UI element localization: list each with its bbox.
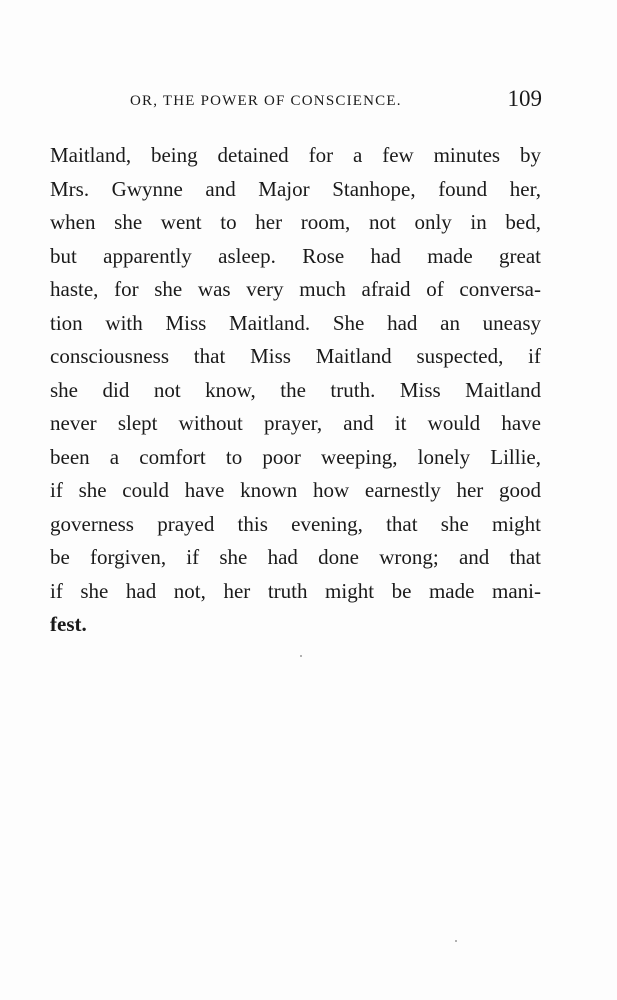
running-header bbox=[130, 86, 542, 114]
text-line-6: tion with Miss Maitland. She had an uneasy bbox=[50, 310, 541, 335]
text-line-9: never slept without prayer, and it would have bbox=[50, 411, 541, 435]
text-line-13: be forgiven, if she had done wrong; and that bbox=[50, 545, 541, 569]
paper-speck bbox=[300, 655, 302, 657]
text-line-4: but apparently asleep. Rose had made great bbox=[50, 243, 541, 268]
text-line-5: haste, for she was very much afraid of conversa- bbox=[50, 277, 541, 301]
page-number: 109 bbox=[507, 86, 542, 111]
text-line-8: she did not know, the truth. Miss Maitland bbox=[50, 377, 541, 402]
text-line-14: if she had not, her truth might be made mani- bbox=[50, 578, 541, 603]
text-line-11: if she could have known how earnestly her good bbox=[50, 478, 541, 502]
body-paragraph bbox=[50, 139, 541, 642]
text-line-7: consciousness that Miss Maitland suspected, if bbox=[50, 344, 541, 368]
paper-speck bbox=[455, 940, 457, 942]
text-line-3: when she went to her room, not only in bed, bbox=[50, 210, 541, 234]
text-line-10: been a comfort to poor weeping, lonely Lillie, bbox=[50, 444, 541, 469]
running-title: OR, THE POWER OF CONSCIENCE. bbox=[130, 93, 402, 109]
text-line-1: Maitland, being detained for a few minutes by bbox=[50, 143, 541, 167]
text-line-15: fest. bbox=[50, 612, 87, 636]
text-line-12: governess prayed this evening, that she might bbox=[50, 511, 541, 536]
text-line-2: Mrs. Gwynne and Major Stanhope, found her, bbox=[50, 176, 541, 201]
